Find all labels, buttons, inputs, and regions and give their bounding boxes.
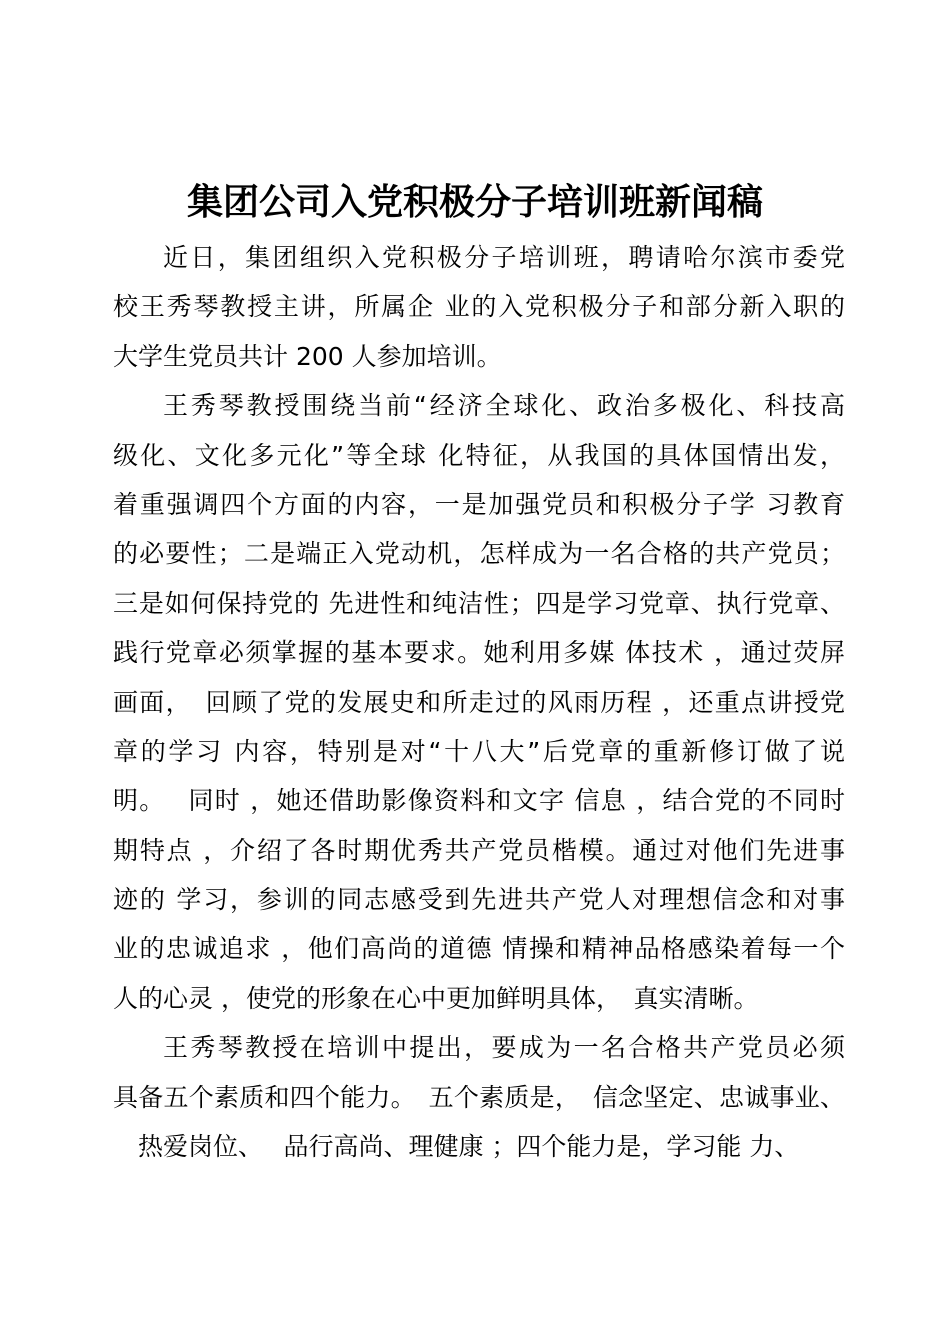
document-title: 集团公司入党积极分子培训班新闻稿: [186, 182, 763, 223]
text-line-p2-l4: 的必要性；二是端正入党动机，怎样成为一名合格的共产党员；: [113, 539, 845, 569]
text-line-p1-l1: 近日，集团组织入党积极分子培训班，聘请哈尔滨市委党: [163, 243, 845, 272]
text-line-p2-l11: 迹的 学习，参训的同志感受到先进共产党人对理想信念和对事: [113, 885, 845, 915]
text-line-p2-l8: 章的学习 内容，特别是对“十八大”后党章的重新修订做了说: [113, 736, 845, 766]
text-line-p2-l13: 人的心灵 ，使党的形象在心中更加鲜明具体， 真实清晰。: [113, 983, 759, 1013]
text-line-p2-l6: 践行党章必须掌握的基本要求。她利用多媒 体技术 ，通过荧屏: [113, 638, 845, 668]
text-line-p3-l1: 王秀琴教授在培训中提出，要成为一名合格共产党员必须: [163, 1033, 845, 1063]
text-line-p1-l2: 校王秀琴教授主讲，所属企 业的入党积极分子和部分新入职的: [113, 292, 845, 322]
text-line-p3-l3: 热爱岗位、 品行高尚、理健康 ；四个能力是，学习能 力、: [113, 1132, 800, 1162]
text-line-p2-l12: 业的忠诚追求 ，他们高尚的道德 情操和精神品格感染着每一个: [113, 934, 845, 964]
text-line-p2-l9: 明。 同时 ，她还借助影像资料和文字 信息 ，结合党的不同时: [113, 786, 845, 816]
text-line-p1-l3: 大学生党员共计 200 人参加培训。: [113, 341, 502, 371]
text-line-p2-l10: 期特点 ，介绍了各时期优秀共产党员楷模。通过对他们先进事: [113, 835, 845, 865]
text-line-p2-l7: 画面， 回顾了党的发展史和所走过的风雨历程 ，还重点讲授党: [113, 687, 845, 717]
document-body: [113, 233, 845, 1171]
text-line-p2-l1: 王秀琴教授围绕当前“经济全球化、政治多极化、科技高: [163, 391, 845, 421]
text-line-p2-l2: 级化、文化多元化”等全球 化特征，从我国的具体国情出发，: [113, 440, 845, 470]
text-line-p3-l2: 具备五个素质和四个能力。 五个素质是， 信念坚定、忠诚事业、: [113, 1082, 845, 1112]
text-line-p2-l5: 三是如何保持党的 先进性和纯洁性；四是学习党章、执行党章、: [113, 588, 845, 618]
text-line-p2-l3: 着重强调四个方面的内容，一是加强党员和积极分子学 习教育: [113, 489, 845, 519]
